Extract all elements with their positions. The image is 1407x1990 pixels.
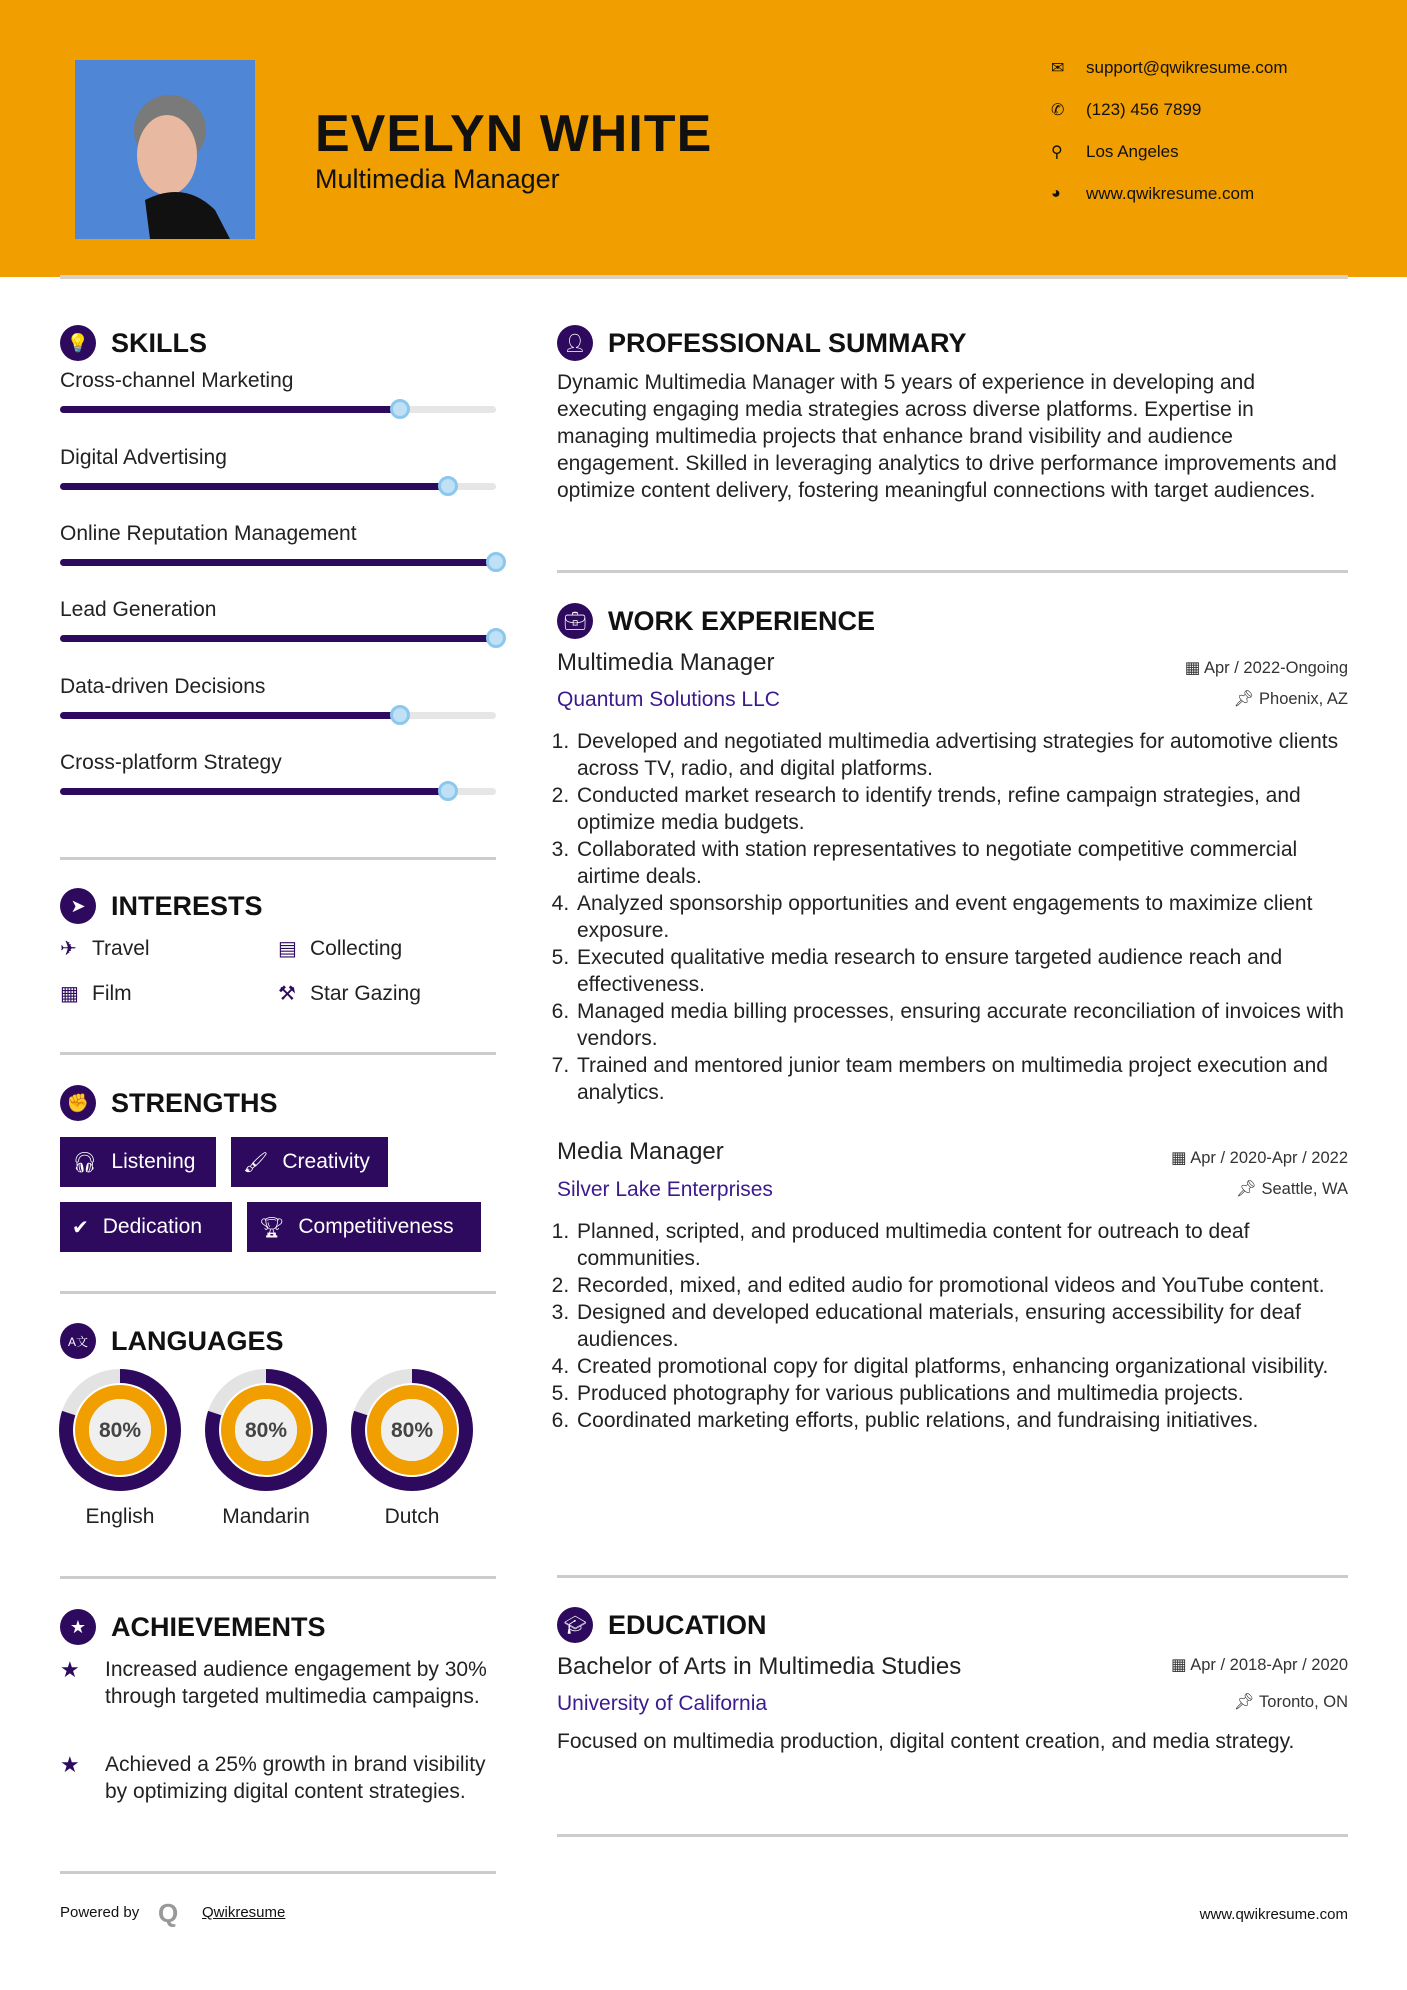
skill-bar-knob <box>390 705 410 725</box>
divider <box>557 1575 1348 1578</box>
skill-bar-knob <box>486 628 506 648</box>
section-title: LANGUAGES <box>111 1325 284 1356</box>
interest-label: Film <box>92 981 132 1005</box>
divider <box>60 1871 496 1874</box>
skill-label: Data-driven Decisions <box>60 675 266 698</box>
donut-percent: 80% <box>390 1419 434 1442</box>
job-bullet: 4. Analyzed sponsorship opportunities and event engagements to maximize client exposure. <box>575 890 1357 944</box>
skill-label: Digital Advertising <box>60 446 227 469</box>
trophy-icon: 🏆︎ <box>259 1216 285 1239</box>
divider <box>557 570 1348 573</box>
job-location <box>1233 690 1348 709</box>
job-bullet: 6. Managed media billing processes, ensuring accurate reconciliation of invoices with vendors. <box>575 998 1357 1052</box>
skill-bar-fill <box>60 712 400 719</box>
degree-title: Bachelor of Arts in Multimedia Studies <box>557 1653 962 1680</box>
section-title: EDUCATION <box>608 1609 767 1640</box>
divider <box>60 1291 496 1294</box>
strength-badge <box>60 1137 216 1187</box>
contact-text: Los Angeles <box>1086 142 1179 161</box>
job-dates <box>1185 658 1348 678</box>
plane-icon: ✈ <box>60 938 77 960</box>
phone-icon: ✆ <box>1051 102 1065 119</box>
job-bullet: 1. Developed and negotiated multimedia advertising strategies for automotive clients across TV, radio, and digital platforms. <box>575 728 1357 782</box>
interest-label: Collecting <box>310 936 403 960</box>
contact-location <box>1051 142 1179 162</box>
skill-item <box>60 522 496 546</box>
location-text: Seattle, WA <box>1261 1180 1348 1198</box>
job-bullet: 2. Recorded, mixed, and edited audio for promotional videos and YouTube content. <box>575 1272 1357 1299</box>
divider <box>60 857 496 860</box>
candidate-name: EVELYN WHITE <box>315 105 713 163</box>
skill-bar-knob <box>438 781 458 801</box>
summary-heading <box>557 323 1348 363</box>
dates-text: Apr / 2020-Apr / 2022 <box>1190 1149 1348 1167</box>
star-icon: ★ <box>60 1752 80 1777</box>
section-title: PROFESSIONAL SUMMARY <box>608 327 967 358</box>
job-bullet: 4. Created promotional copy for digital platforms, enhancing organizational visibility. <box>575 1353 1357 1380</box>
skill-label: Cross-platform Strategy <box>60 751 282 774</box>
location-text: Phoenix, AZ <box>1259 690 1348 708</box>
dates-text: Apr / 2022-Ongoing <box>1203 659 1348 677</box>
strength-label: Creativity <box>282 1150 370 1173</box>
job-dates <box>1171 1148 1348 1168</box>
strengths-heading <box>60 1083 496 1123</box>
calendar-icon: ▦ <box>1170 1149 1191 1167</box>
star-badge-icon: ★ <box>60 1609 96 1645</box>
job-title: Media Manager <box>557 1138 724 1165</box>
skill-bar-knob <box>486 552 506 572</box>
language-donut <box>58 1368 182 1492</box>
dates-text: Apr / 2018-Apr / 2020 <box>1190 1656 1348 1674</box>
paintbrush-icon: 🖌︎ <box>243 1151 269 1174</box>
divider <box>557 1834 1348 1837</box>
interests-heading <box>60 886 496 926</box>
skill-bar <box>60 635 496 642</box>
interest-label: Star Gazing <box>310 981 421 1005</box>
contact-text: support@qwikresume.com <box>1086 58 1288 77</box>
user-icon: 👤︎ <box>557 325 593 361</box>
achievement-text: Achieved a 25% growth in brand visibility by optimizing digital content strategies. <box>105 1753 486 1803</box>
interest-label: Travel <box>92 936 150 960</box>
location-text: Toronto, ON <box>1259 1693 1348 1711</box>
education-location <box>1234 1693 1348 1712</box>
interest-collecting <box>278 936 402 961</box>
job-bullet: 5. Produced photography for various publications and multimedia projects. <box>575 1380 1357 1407</box>
achievement-item <box>60 1751 496 1805</box>
contact-email[interactable] <box>1051 58 1288 78</box>
skill-bar-fill <box>60 483 448 490</box>
skill-bar-fill <box>60 406 400 413</box>
achievement-text: Increased audience engagement by 30% through targeted multimedia campaigns. <box>105 1658 487 1708</box>
interest-travel <box>60 936 150 961</box>
skill-label: Lead Generation <box>60 598 217 621</box>
strength-label: Competitiveness <box>298 1215 454 1238</box>
gavel-icon: ⚒ <box>278 983 296 1005</box>
divider <box>60 1576 496 1579</box>
brand-link[interactable]: Qwikresume <box>202 1904 286 1921</box>
job-bullet: 2. Conducted market research to identify trends, refine campaign strategies, and optimize media budgets. <box>575 782 1357 836</box>
strength-badge <box>60 1202 232 1252</box>
film-icon: ▦ <box>60 983 79 1005</box>
section-title: STRENGTHS <box>111 1087 278 1118</box>
strength-badge <box>247 1202 481 1252</box>
job-bullet: 5. Executed qualitative media research to ensure targeted audience reach and effectiveness. <box>575 944 1357 998</box>
interest-film <box>60 981 132 1006</box>
candidate-title: Multimedia Manager <box>315 164 560 194</box>
skill-label: Cross-channel Marketing <box>60 369 294 392</box>
donut-percent: 80% <box>98 1419 142 1442</box>
pin-icon: 📌︎ <box>1233 690 1260 708</box>
language-icon: A文 <box>60 1323 96 1359</box>
skill-item <box>60 369 496 393</box>
job-bullet: 7. Trained and mentored junior team members on multimedia project execution and analytics. <box>575 1052 1357 1106</box>
graduate-icon: 🎓︎ <box>557 1607 593 1643</box>
check-circle-icon: ✔ <box>72 1216 89 1239</box>
job-bullets <box>557 1218 1357 1434</box>
header-divider <box>60 275 1348 279</box>
job-bullet: 3. Collaborated with station representatives to negotiate competitive commercial airtime deals. <box>575 836 1357 890</box>
pin-icon: 📌︎ <box>1235 1180 1262 1198</box>
contact-text: (123) 456 7899 <box>1086 100 1202 119</box>
job-location <box>1236 1180 1348 1199</box>
calendar-icon: ▦ <box>1170 1656 1191 1674</box>
job-bullet: 6. Coordinated marketing efforts, public relations, and fundraising initiatives. <box>575 1407 1357 1434</box>
skill-item <box>60 598 496 622</box>
education-text: Focused on multimedia production, digital content creation, and media strategy. <box>557 1730 1295 1753</box>
star-icon: ★ <box>60 1657 80 1682</box>
languages-heading <box>60 1321 496 1361</box>
skill-bar-fill <box>60 559 496 566</box>
job-title: Multimedia Manager <box>557 649 775 676</box>
section-title: ACHIEVEMENTS <box>111 1611 326 1642</box>
work-heading <box>557 601 1348 641</box>
strength-label: Dedication <box>102 1215 202 1238</box>
map-pin-icon: ⚲ <box>1051 144 1063 161</box>
skill-item <box>60 751 496 775</box>
skill-bar-knob <box>390 399 410 419</box>
skill-bar <box>60 712 496 719</box>
headphones-icon: 🎧︎ <box>72 1151 98 1174</box>
education-dates <box>1171 1655 1348 1675</box>
qwikresume-logo-icon: Q <box>158 1898 179 1928</box>
section-title: WORK EXPERIENCE <box>608 605 876 636</box>
powered-by: Powered by <box>60 1904 140 1921</box>
briefcase-icon: 💼︎ <box>557 603 593 639</box>
company-name: Quantum Solutions LLC <box>557 688 780 711</box>
language-donut <box>204 1368 328 1492</box>
achievement-item <box>60 1656 496 1710</box>
skill-item <box>60 446 496 470</box>
profile-photo <box>75 60 255 239</box>
summary-text: Dynamic Multimedia Manager with 5 years of experience in developing and executing engaging media strategies across diverse platforms. Expertise in managing multimedia projects that enhance brand visibility and audience engagement. Skilled in leveraging analytics to drive performance improvements and optimize content delivery, fostering meaningful connections with target audiences. <box>557 371 1337 502</box>
strength-badge <box>231 1137 388 1187</box>
contact-text: www.qwikresume.com <box>1086 184 1255 203</box>
skills-heading <box>60 323 496 363</box>
skill-bar-fill <box>60 788 448 795</box>
interest-star-gazing <box>278 981 421 1006</box>
contact-website[interactable] <box>1051 184 1254 204</box>
skill-bar-fill <box>60 635 496 642</box>
archive-icon: ▤ <box>278 938 297 960</box>
paper-plane-icon: ➤ <box>60 888 96 924</box>
strength-label: Listening <box>111 1150 196 1173</box>
job-bullets <box>557 728 1357 1106</box>
envelope-icon: ✉ <box>1051 60 1065 77</box>
donut-percent: 80% <box>244 1419 288 1442</box>
job-bullet: 1. Planned, scripted, and produced multimedia content for outreach to deaf communities. <box>575 1218 1357 1272</box>
skill-bar <box>60 483 496 490</box>
job-bullet: 3. Designed and developed educational materials, ensuring accessibility for deaf audiences. <box>575 1299 1357 1353</box>
language-name: Dutch <box>384 1505 440 1528</box>
pin-icon: 📌︎ <box>1233 1693 1260 1711</box>
fist-icon: ✊ <box>60 1085 96 1121</box>
section-title: INTERESTS <box>111 890 263 921</box>
school-name: University of California <box>557 1692 768 1715</box>
skill-bar-knob <box>438 476 458 496</box>
calendar-icon: ▦ <box>1184 659 1204 677</box>
company-name: Silver Lake Enterprises <box>557 1178 773 1201</box>
education-heading <box>557 1605 1348 1645</box>
section-title: SKILLS <box>111 327 208 358</box>
language-donut <box>350 1368 474 1492</box>
lightbulb-icon: 💡 <box>60 325 96 361</box>
footer-website[interactable]: www.qwikresume.com <box>1199 1906 1348 1923</box>
globe-icon: ◕ <box>1051 185 1061 202</box>
achievements-heading <box>60 1607 496 1647</box>
skill-bar <box>60 559 496 566</box>
language-name: English <box>85 1505 155 1528</box>
divider <box>60 1052 496 1055</box>
skill-bar <box>60 788 496 795</box>
skill-item <box>60 675 496 699</box>
language-name: Mandarin <box>222 1505 310 1528</box>
contact-phone <box>1051 100 1201 120</box>
skill-bar <box>60 406 496 413</box>
skill-label: Online Reputation Management <box>60 522 357 545</box>
